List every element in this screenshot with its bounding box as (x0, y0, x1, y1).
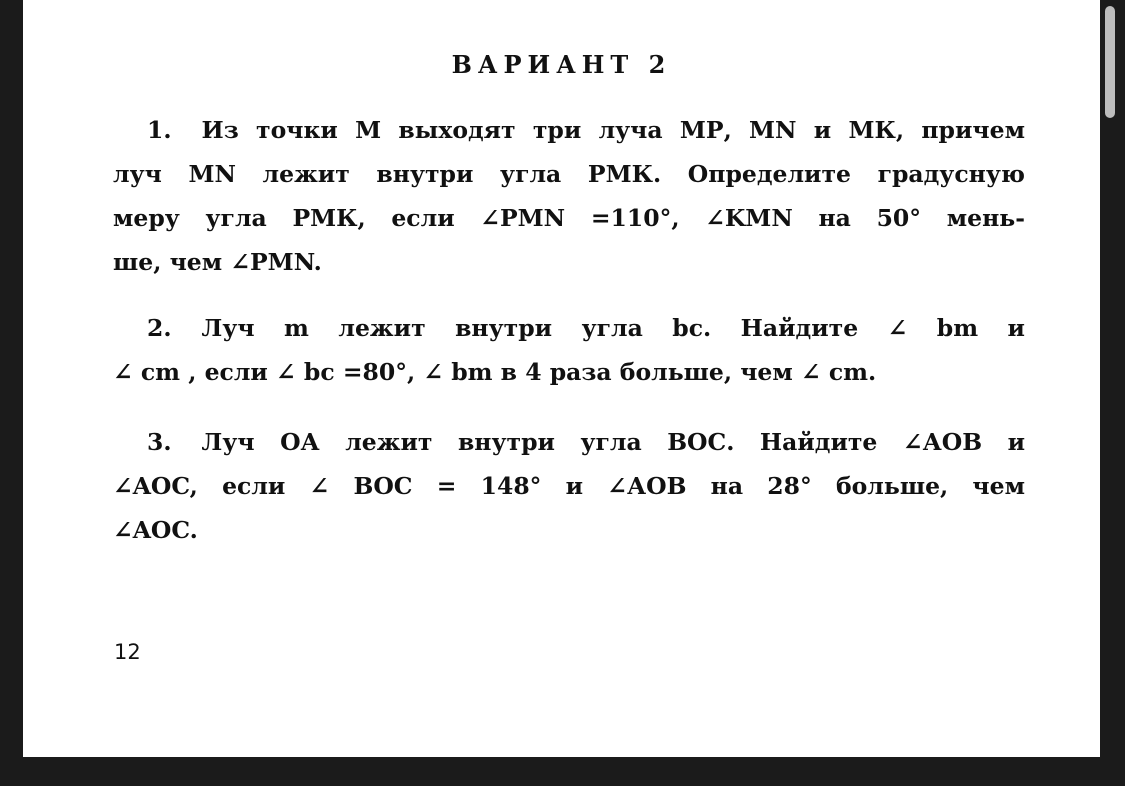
problem-line (113, 306, 1025, 350)
problem-1 (113, 108, 1025, 284)
scrollbar-thumb[interactable] (1105, 6, 1115, 118)
problem-line (113, 350, 1025, 394)
problem-text: Луч ОА лежит внутри угла ВОС. Найдите ∠АОВ и (201, 428, 1025, 456)
problem-line (113, 240, 1025, 284)
problem-text: ∠AOC, если ∠ ВОС = 148° и ∠АОВ на 28° больше, чем (113, 472, 1025, 500)
problem-text: ∠ cm , если ∠ bc =80°, ∠ bm в 4 раза больше, чем ∠ cm. (113, 358, 877, 386)
problem-number: 2. (147, 314, 172, 342)
problem-text: луч MN лежит внутри угла РМК. Определите градусную (113, 160, 1025, 188)
problem-text: Из точки М выходят три луча МР, MN и МК, причем (201, 116, 1025, 144)
problem-3 (113, 420, 1025, 552)
problem-2 (113, 306, 1025, 394)
problem-line (113, 108, 1025, 152)
document-page (23, 0, 1100, 757)
problem-number: 1. (147, 116, 172, 144)
problem-text: меру угла РМК, если ∠PMN =110°, ∠KMN на 50° мень- (113, 204, 1025, 232)
problem-line (113, 152, 1025, 196)
problem-line (113, 508, 1025, 552)
problem-text: ше, чем ∠PMN. (113, 248, 322, 276)
problem-line (113, 420, 1025, 464)
problem-line (113, 464, 1025, 508)
problem-line (113, 196, 1025, 240)
problem-text: ∠AOC. (113, 516, 198, 544)
problem-number: 3. (147, 428, 172, 456)
variant-title: ВАРИАНТ 2 (451, 50, 672, 79)
page-number: 12 (114, 640, 141, 664)
problem-text: Луч m лежит внутри угла bc. Найдите ∠ bm и (201, 314, 1025, 342)
